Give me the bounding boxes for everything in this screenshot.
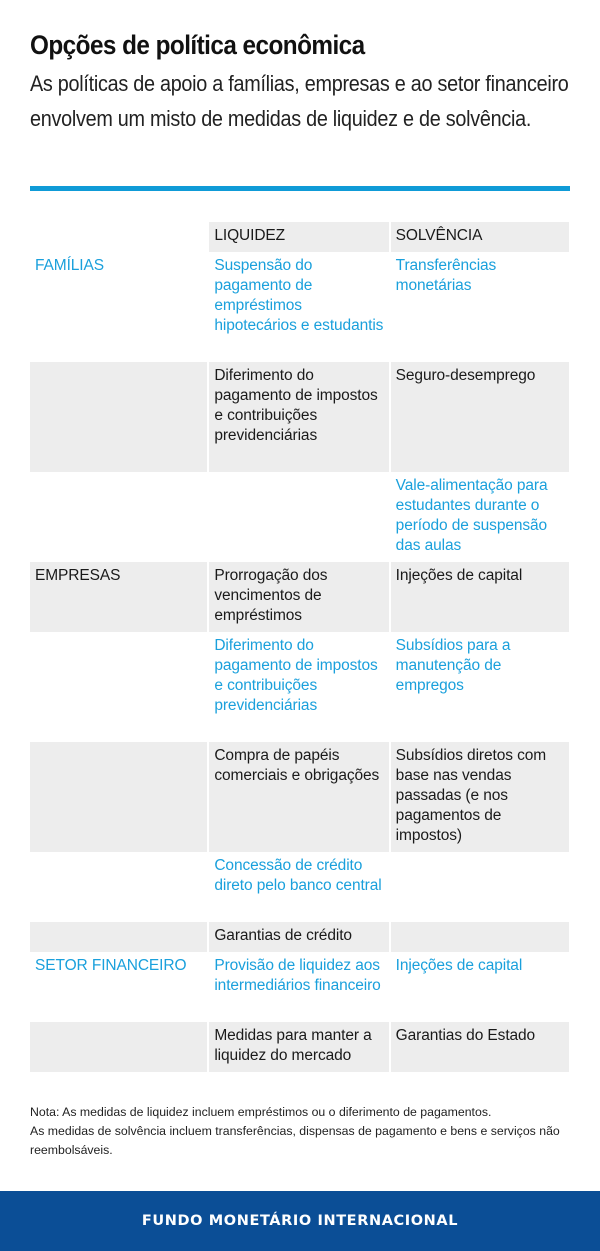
table-row — [30, 632, 569, 742]
table-row — [30, 922, 569, 952]
sector-cell — [30, 632, 207, 742]
note — [30, 1103, 590, 1160]
liquidez-cell: Medidas para manter a liquidez do mercado — [209, 1022, 388, 1072]
sector-cell: EMPRESAS — [30, 562, 207, 632]
liquidez-cell: Diferimento do pagamento de impostos e contribuições previdenciárias — [214, 637, 378, 714]
sector-cell: FAMÍLIAS — [35, 257, 104, 274]
sector-cell — [30, 742, 207, 852]
note-line-1: Nota: As medidas de liquidez incluem empréstimos ou o diferimento de pagamentos. — [30, 1105, 492, 1119]
solvencia-cell: Seguro-desemprego — [391, 362, 569, 472]
liquidez-cell: Prorrogação dos vencimentos de empréstimos — [209, 562, 388, 632]
header-sector — [30, 222, 207, 252]
sector-cell — [30, 922, 207, 952]
table-row — [30, 562, 569, 632]
table-row — [30, 1022, 569, 1072]
solvencia-cell: Transferências monetárias — [395, 257, 497, 294]
solvencia-cell — [391, 852, 569, 922]
footer-banner — [0, 1191, 600, 1251]
table-row — [30, 952, 569, 1022]
solvencia-cell — [391, 922, 569, 952]
solvencia-cell: Vale-alimentação para estudantes durante o período de suspensão das aulas — [395, 477, 548, 554]
page-title: Opções de política econômica — [30, 30, 365, 60]
sector-cell — [30, 1022, 207, 1072]
solvencia-cell: Garantias do Estado — [391, 1022, 569, 1072]
table-header-row — [30, 222, 569, 252]
table-row — [30, 852, 569, 922]
liquidez-cell: Provisão de liquidez aos intermediários financeiro — [214, 957, 381, 994]
sector-cell — [30, 362, 207, 472]
solvencia-cell: Subsídios para a manutenção de empregos — [395, 637, 511, 694]
policy-table — [30, 222, 569, 1072]
table-row — [30, 252, 569, 362]
note-line-2: As medidas de solvência incluem transferências, dispensas de pagamento e bens e serviços não reembolsáveis. — [30, 1124, 560, 1157]
page-subtitle: As políticas de apoio a famílias, empresas e ao setor financeiro envolvem um misto de medidas de liquidez e de solvência. — [30, 71, 569, 131]
liquidez-cell: Compra de papéis comerciais e obrigações — [209, 742, 388, 852]
liquidez-cell: Concessão de crédito direto pelo banco central — [214, 857, 382, 894]
solvencia-cell: Injeções de capital — [391, 562, 569, 632]
table-body — [30, 252, 569, 1072]
liquidez-cell: Garantias de crédito — [209, 922, 388, 952]
solvencia-cell: Injeções de capital — [395, 957, 523, 974]
liquidez-cell: Diferimento do pagamento de impostos e contribuições previdenciárias — [209, 362, 388, 472]
sector-cell — [30, 472, 207, 562]
sector-cell — [30, 852, 207, 922]
footer-org-name: FUNDO MONETÁRIO INTERNACIONAL — [141, 1213, 459, 1229]
table-row — [30, 472, 569, 562]
header-solvencia: SOLVÊNCIA — [391, 222, 569, 252]
table-row — [30, 362, 569, 472]
header-liquidez: LIQUIDEZ — [209, 222, 388, 252]
accent-divider — [30, 186, 570, 191]
liquidez-cell — [209, 472, 388, 562]
solvencia-cell: Subsídios diretos com base nas vendas passadas (e nos pagamentos de impostos) — [391, 742, 569, 852]
liquidez-cell: Suspensão do pagamento de empréstimos hipotecários e estudantis — [214, 257, 384, 334]
sector-cell: SETOR FINANCEIRO — [35, 957, 187, 974]
table-row — [30, 742, 569, 852]
